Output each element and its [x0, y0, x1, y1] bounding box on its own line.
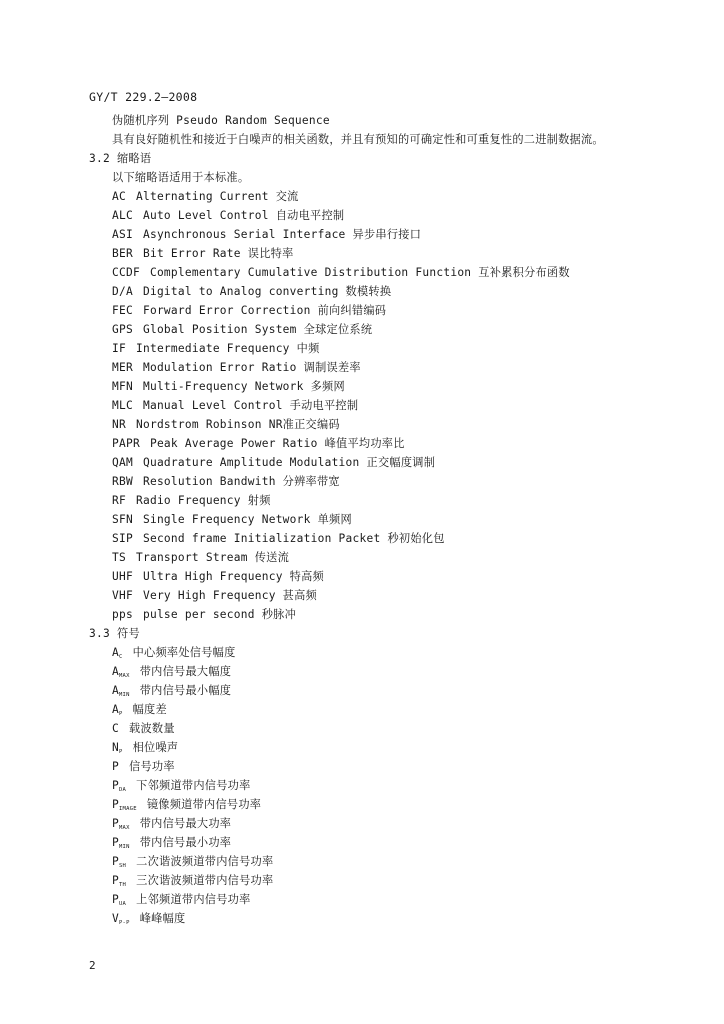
abbr-definition: Nordstrom Robinson NR准正交编码 — [135, 418, 340, 431]
abbr-item — [112, 608, 296, 622]
abbr-item — [112, 399, 358, 413]
abbr-code: MLC — [112, 399, 133, 412]
abbr-definition: Modulation Error Ratio 调制误差率 — [142, 361, 361, 374]
symbol-definition: 二次谐波频道带内信号功率 — [136, 855, 274, 868]
abbr-code: D/A — [112, 285, 133, 298]
abbr-code: FEC — [112, 304, 133, 317]
symbol-definition: 带内信号最小幅度 — [139, 684, 232, 697]
abbr-code: AC — [112, 190, 126, 203]
symbol-definition: 镜像频道带内信号功率 — [146, 798, 262, 811]
abbr-code: TS — [112, 551, 126, 564]
symbol-item — [112, 855, 273, 871]
symbol-item — [112, 703, 167, 719]
abbr-item — [112, 513, 352, 527]
abbr-definition: Complementary Cumulative Distribution Function 互补累积分布函数 — [149, 266, 570, 279]
symbol-item — [112, 741, 178, 757]
abbr-definition: Intermediate Frequency 中频 — [135, 342, 320, 355]
abbr-item — [112, 190, 299, 204]
abbr-code: SFN — [112, 513, 133, 526]
abbr-item — [112, 589, 317, 603]
abbr-definition: Ultra High Frequency 特高频 — [142, 570, 324, 583]
symbol-item — [112, 836, 231, 852]
abbr-item — [112, 228, 421, 242]
abbr-item — [112, 437, 405, 451]
symbol-item — [112, 684, 231, 700]
symbol: PDA — [112, 779, 127, 793]
abbr-definition: Digital to Analog converting 数模转换 — [142, 285, 392, 298]
symbol-item — [112, 817, 231, 833]
section-heading-symbols — [89, 627, 140, 641]
abbr-code: ALC — [112, 209, 133, 222]
symbol: PMIN — [112, 836, 130, 850]
symbol-definition: 信号功率 — [129, 760, 175, 773]
abbr-item — [112, 304, 386, 318]
symbol: AC — [112, 646, 123, 660]
symbol-item — [112, 665, 231, 681]
abbr-definition: Quadrature Amplitude Modulation 正交幅度调制 — [142, 456, 436, 469]
abbr-item — [112, 475, 340, 489]
symbol-definition: 载波数量 — [129, 722, 175, 735]
abbr-code: BER — [112, 247, 133, 260]
abbr-definition: Second frame Initialization Packet 秒初始化包 — [142, 532, 445, 545]
abbr-item — [112, 418, 340, 432]
abbr-definition: Transport Stream 传送流 — [135, 551, 290, 564]
abbr-item — [112, 570, 324, 584]
abbr-item — [112, 456, 435, 470]
symbol-definition: 带内信号最大幅度 — [139, 665, 232, 678]
abbr-code: VHF — [112, 589, 133, 602]
symbol: PIMAGE — [112, 798, 137, 812]
symbol-definition: 带内信号最小功率 — [139, 836, 232, 849]
abbr-definition: Global Position System 全球定位系统 — [142, 323, 373, 336]
abbr-definition: Multi-Frequency Network 多频网 — [142, 380, 345, 393]
symbol-item — [112, 912, 185, 928]
page-number: 2 — [89, 959, 96, 972]
abbr-code: RBW — [112, 475, 133, 488]
section-title: 缩略语 — [117, 152, 152, 165]
abbr-code: MER — [112, 361, 133, 374]
abbr-code: RF — [112, 494, 126, 507]
symbol-item — [112, 760, 175, 776]
symbol: AMAX — [112, 665, 130, 679]
abbr-item — [112, 494, 271, 508]
intro-definition: 具有良好随机性和接近于白噪声的相关函数，并且有预知的可确定性和可重复性的二进制数据流。 — [112, 133, 604, 146]
abbr-definition: Alternating Current 交流 — [135, 190, 299, 203]
abbr-item — [112, 209, 344, 223]
abbr-code: NR — [112, 418, 126, 431]
section-heading-abbr — [89, 152, 151, 166]
abbr-code: pps — [112, 608, 133, 621]
abbr-definition: Auto Level Control 自动电平控制 — [142, 209, 345, 222]
symbol-definition: 带内信号最大功率 — [139, 817, 232, 830]
section-lead: 以下缩略语适用于本标准。 — [112, 171, 250, 184]
symbol-item — [112, 798, 261, 814]
abbr-item — [112, 361, 361, 375]
section-number: 3.3 — [89, 627, 110, 640]
abbr-item — [112, 266, 570, 280]
abbr-item — [112, 323, 372, 337]
symbol: VP-P — [112, 912, 130, 926]
abbr-definition: Asynchronous Serial Interface 异步串行接口 — [142, 228, 422, 241]
symbol-definition: 相位噪声 — [132, 741, 179, 754]
abbr-code: MFN — [112, 380, 133, 393]
symbol: AMIN — [112, 684, 130, 698]
symbol-item — [112, 779, 251, 795]
abbr-code: SIP — [112, 532, 133, 545]
symbol: NP — [112, 741, 123, 755]
standard-code-header: GY/T 229.2—2008 — [89, 90, 198, 104]
symbol: PMAX — [112, 817, 130, 831]
abbr-code: IF — [112, 342, 126, 355]
symbol-definition: 峰峰幅度 — [139, 912, 186, 925]
symbol-definition: 下邻频道带内信号功率 — [136, 779, 251, 792]
abbr-code: ASI — [112, 228, 133, 241]
abbr-item — [112, 532, 445, 546]
abbr-code: PAPR — [112, 437, 140, 450]
abbr-item — [112, 285, 391, 299]
abbr-item — [112, 380, 345, 394]
symbol-item — [112, 874, 273, 890]
symbol: PSH — [112, 855, 127, 869]
abbr-definition: Bit Error Rate 误比特率 — [142, 247, 294, 260]
abbr-code: CCDF — [112, 266, 140, 279]
symbol-item — [112, 646, 236, 662]
symbol: PUA — [112, 893, 127, 907]
abbr-code: UHF — [112, 570, 133, 583]
symbol-definition: 幅度差 — [132, 703, 167, 716]
abbr-definition: Peak Average Power Ratio 峰值平均功率比 — [149, 437, 405, 450]
symbol-item — [112, 722, 175, 738]
symbol: P — [112, 760, 119, 773]
symbol-definition: 中心频率处信号幅度 — [132, 646, 236, 659]
abbr-definition: Manual Level Control 手动电平控制 — [142, 399, 359, 412]
section-number: 3.2 — [89, 152, 110, 165]
abbr-item — [112, 551, 289, 565]
abbr-definition: Very High Frequency 甚高频 — [142, 589, 317, 602]
symbol-definition: 上邻频道带内信号功率 — [136, 893, 251, 906]
abbr-definition: Resolution Bandwith 分辨率带宽 — [142, 475, 340, 488]
symbol: C — [112, 722, 119, 735]
abbr-item — [112, 247, 294, 261]
abbr-definition: pulse per second 秒脉冲 — [142, 608, 297, 621]
abbr-code: GPS — [112, 323, 133, 336]
symbol: PTH — [112, 874, 127, 888]
symbol-definition: 三次谐波频道带内信号功率 — [136, 874, 274, 887]
intro-term: 伪随机序列 Pseudo Random Sequence — [112, 114, 330, 127]
abbr-definition: Forward Error Correction 前向纠错编码 — [142, 304, 387, 317]
abbr-definition: Single Frequency Network 单频网 — [142, 513, 352, 526]
abbr-definition: Radio Frequency 射频 — [135, 494, 271, 507]
abbr-code: QAM — [112, 456, 133, 469]
symbol-item — [112, 893, 251, 909]
symbol: AP — [112, 703, 123, 717]
abbr-item — [112, 342, 320, 356]
section-title: 符号 — [117, 627, 140, 640]
